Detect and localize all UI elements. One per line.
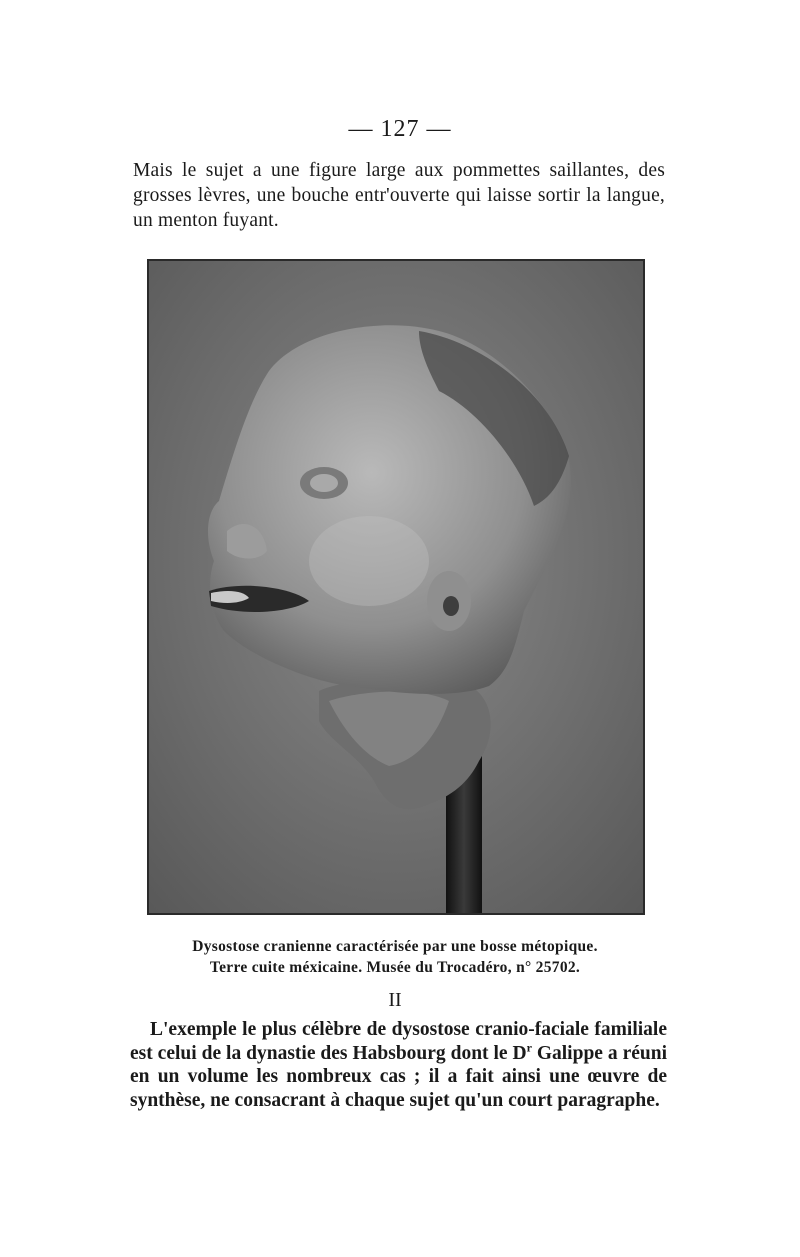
- body-text-part-1: L'exemple le plus célèbre de dysostose cranio-faciale familiale est celui de la dynastie des Habsbourg dont le D: [130, 1019, 667, 1064]
- page-number: — 127 —: [348, 116, 452, 142]
- section-heading: II: [388, 989, 402, 1011]
- caption-line-1: Dysostose cranienne caractérisée par une bosse métopique.: [192, 938, 598, 955]
- body-text-part-2: Galippe a réuni en un volume les nombreux cas ; il a fait ainsi une œuvre de synthèse, ne consacrant à chaque sujet qu'un court paragraphe.: [130, 1042, 667, 1111]
- body-text: [130, 1018, 667, 1112]
- intro-text: Mais le sujet a une figure large aux pommettes saillantes, des grosses lèvres, une bouche entr'ouverte qui laisse sortir la langue, un menton fuyant.: [133, 160, 665, 231]
- body-paragraph: [130, 1018, 667, 1112]
- figure-photograph: [147, 259, 645, 915]
- caption-line-2: Terre cuite méxicaine. Musée du Trocadéro, n° 25702.: [209, 959, 581, 976]
- doctor-superscript: r: [526, 1040, 532, 1054]
- intro-paragraph: [133, 158, 665, 233]
- terracotta-head-image: [149, 261, 643, 913]
- figure-caption: [0, 936, 790, 978]
